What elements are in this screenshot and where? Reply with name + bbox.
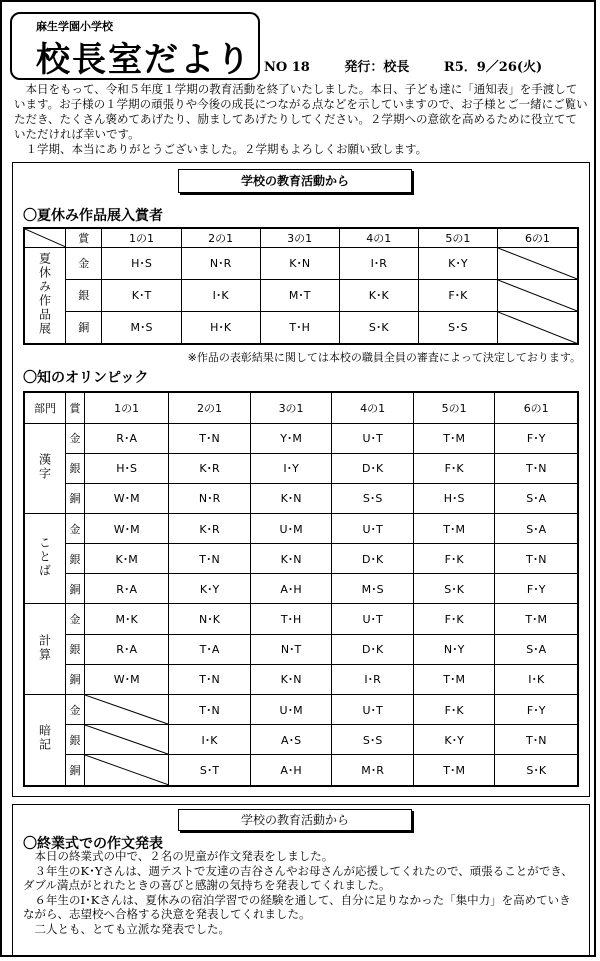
group-label: 暗記 [37,724,52,753]
winner-cell: T･H [260,311,339,344]
award-cell: 銀 [66,279,102,311]
table-row [24,634,578,664]
publisher: 発行：校長 [344,60,410,75]
winner-cell: S･A [495,634,578,664]
table-row [24,423,578,453]
winner-cell: F･K [413,604,495,634]
table-row [24,574,578,604]
header-row [24,228,578,247]
winner-cell: F･K [413,694,495,724]
winner-cell: W･M [85,664,169,694]
winner-cell: N･Y [413,634,495,664]
winner-cell: M･S [102,311,181,344]
intro-paragraph: 本日をもって、令和５年度１学期の教育活動を終了いたしました。本日、子ども達に「通知表」を手渡しています。お子様の１学期の頑張りや今後の成長につながる点などを示していますので、お子様とご一緒にご覧いただき、たくさん褒めてあげたり、励ましてあげたりしてください。２学期への意欲を高めるために役立てていただければ幸いです。 [14,82,588,141]
table-row [24,755,578,786]
winner-cell: S･S [418,311,497,344]
group-cell [24,514,66,604]
winner-cell: K･T [102,279,181,311]
winner-cell: A･H [250,574,332,604]
intro-paragraph: １学期、本当にありがとうございました。２学期もよろしくお願い致します。 [25,142,428,156]
award-cell: 銀 [66,725,85,755]
speech-section [12,804,590,956]
winner-cell: R･A [85,423,169,453]
header-row [24,392,578,423]
speech-paragraph: ３年生のK･Yさんは、週テストで友達の吉谷さんやお母さんが応援してくれたので、頑張ることができ、ダブル満点がとれたときの喜びと感謝の気持ちを発表してくれました。 [23,863,573,892]
table-row [24,483,578,513]
column-header: 1の1 [85,392,169,423]
table-row [24,544,578,574]
winner-cell: I･K [495,664,578,694]
award-cell: 金 [66,247,102,279]
winner-cell: A･S [250,725,332,755]
group-cell [24,423,66,513]
winner-cell: I･R [339,247,418,279]
column-header: 4の1 [339,228,418,247]
winner-cell: K･K [339,279,418,311]
winner-cell: N･T [250,634,332,664]
winner-cell: T･N [495,725,578,755]
award-cell: 銅 [66,574,85,604]
issue-meta [264,56,572,75]
winner-cell [85,755,169,786]
winner-cell: I･R [332,664,414,694]
award-header: 賞 [66,228,102,247]
column-header: 6の1 [497,228,578,247]
winner-cell: S･S [332,483,414,513]
winner-cell: T･M [413,664,495,694]
winner-cell: F･K [413,544,495,574]
winner-cell: T･A [169,634,251,664]
award-cell: 金 [66,423,85,453]
group-header: 部門 [24,392,66,423]
group-cell [24,694,66,786]
winner-cell: W･M [85,514,169,544]
winner-cell: T･N [169,694,251,724]
section-heading: 学校の教育活動から [178,809,412,831]
winner-cell: T･N [495,453,578,483]
group-label: ことば [37,536,52,579]
column-header: 3の1 [250,392,332,423]
winner-cell: D･K [332,544,414,574]
table-row [24,247,578,279]
column-header: 6の1 [495,392,578,423]
winner-cell: F･Y [495,574,578,604]
winner-cell: K･N [250,544,332,574]
winner-cell: S･T [169,755,251,786]
speech-title: 〇終業式での作文発表 [23,836,163,852]
group-cell [24,604,66,694]
section-heading: 学校の教育活動から [178,169,412,193]
winner-cell: H･S [102,247,181,279]
issue-date: R5．9／26(火) [443,60,543,75]
winner-cell: S･A [495,483,578,513]
winner-cell: W･M [85,483,169,513]
winner-cell: K･N [250,664,332,694]
column-header: 2の1 [169,392,251,423]
award-header: 賞 [66,392,85,423]
winner-cell: T･M [413,755,495,786]
summer-title: 〇夏休み作品展入賞者 [23,208,163,224]
winner-cell: D･K [332,634,414,664]
winner-cell: R･A [85,574,169,604]
activities-section [12,162,590,797]
winner-cell: F･K [418,279,497,311]
winner-cell: Y･M [250,423,332,453]
winner-cell: H･S [85,453,169,483]
olympic-award-table [23,391,579,787]
winner-cell: S･K [413,574,495,604]
winner-cell [497,247,578,279]
winner-cell: T･N [495,544,578,574]
category-label: 夏休み作品展 [37,251,52,336]
winner-cell: U･M [250,514,332,544]
award-cell: 金 [66,694,85,724]
winner-cell: K･M [85,544,169,574]
winner-cell: K･Y [413,725,495,755]
award-cell: 銀 [66,634,85,664]
winner-cell: I･K [181,279,260,311]
table-row [24,311,578,344]
winner-cell [85,694,169,724]
intro-text [14,82,588,157]
winner-cell: M･K [85,604,169,634]
award-note: ※作品の表彰結果に関しては本校の職員全員の審査によって決定しております。 [187,351,581,364]
winner-cell: K･R [169,514,251,544]
winner-cell: K･N [250,483,332,513]
winner-cell [497,279,578,311]
table-row [24,453,578,483]
winner-cell: I･Y [250,453,332,483]
header [6,6,594,78]
winner-cell: H･K [181,311,260,344]
winner-cell: K･Y [418,247,497,279]
winner-cell: T･N [169,664,251,694]
winner-cell: K･N [260,247,339,279]
winner-cell: T･N [169,423,251,453]
winner-cell: U･T [332,604,414,634]
winner-cell: T･N [169,544,251,574]
award-cell: 金 [66,604,85,634]
winner-cell: S･S [332,725,414,755]
corner-cell [24,228,66,247]
award-cell: 銅 [66,311,102,344]
table-row [24,604,578,634]
speech-text [23,849,579,936]
winner-cell: N･K [169,604,251,634]
winner-cell: R･A [85,634,169,664]
winner-cell: S･A [495,514,578,544]
table-row [24,514,578,544]
table-row [24,279,578,311]
table-row [24,694,578,724]
column-header: 5の1 [418,228,497,247]
winner-cell: H･S [413,483,495,513]
winner-cell: D･K [332,453,414,483]
winner-cell: T･M [413,423,495,453]
table-row [24,664,578,694]
award-cell: 銀 [66,453,85,483]
winner-cell: F･Y [495,423,578,453]
award-cell: 銅 [66,755,85,786]
winner-cell: S･K [339,311,418,344]
winner-cell: M･S [332,574,414,604]
speech-paragraph: ６年生のI･Kさんは、夏休みの宿泊学習での経験を通して、自分に足りなかった「集中力」を高めていきながら、志望校へ合格する決意を発表してくれました。 [23,892,571,921]
page-title: 校長室だより [36,40,252,80]
speech-paragraph: 本日の終業式の中で、２名の児童が作文発表をしました。 [34,849,334,863]
winner-cell: N･R [181,247,260,279]
winner-cell: T･H [250,604,332,634]
winner-cell: M･T [260,279,339,311]
winner-cell: K･R [169,453,251,483]
winner-cell: U･T [332,423,414,453]
winner-cell: U･T [332,514,414,544]
winner-cell: U･T [332,694,414,724]
column-header: 2の1 [181,228,260,247]
winner-cell: N･R [169,483,251,513]
award-cell: 銅 [66,483,85,513]
winner-cell: U･M [250,694,332,724]
award-cell: 銀 [66,544,85,574]
group-label: 計算 [37,633,52,662]
winner-cell: F･Y [495,694,578,724]
winner-cell: A･H [250,755,332,786]
winner-cell [497,311,578,344]
award-cell: 金 [66,514,85,544]
issue-number: NO 18 [264,60,310,75]
column-header: 3の1 [260,228,339,247]
winner-cell: S･K [495,755,578,786]
winner-cell: K･Y [169,574,251,604]
winner-cell: T･M [413,514,495,544]
school-name: 麻生学園小学校 [36,20,113,33]
winner-cell: M･R [332,755,414,786]
table-row [24,725,578,755]
winner-cell: F･K [413,453,495,483]
group-label: 漢字 [37,452,52,481]
award-cell: 銅 [66,664,85,694]
speech-paragraph: 二人とも、とても立派な発表でした。 [34,921,230,936]
winner-cell [85,725,169,755]
category-cell [24,247,66,344]
column-header: 5の1 [413,392,495,423]
winner-cell: T･M [495,604,578,634]
column-header: 4の1 [332,392,414,423]
column-header: 1の1 [102,228,181,247]
summer-award-table [23,227,579,345]
winner-cell: I･K [169,725,251,755]
olympic-title: 〇知のオリンピック [23,370,149,386]
